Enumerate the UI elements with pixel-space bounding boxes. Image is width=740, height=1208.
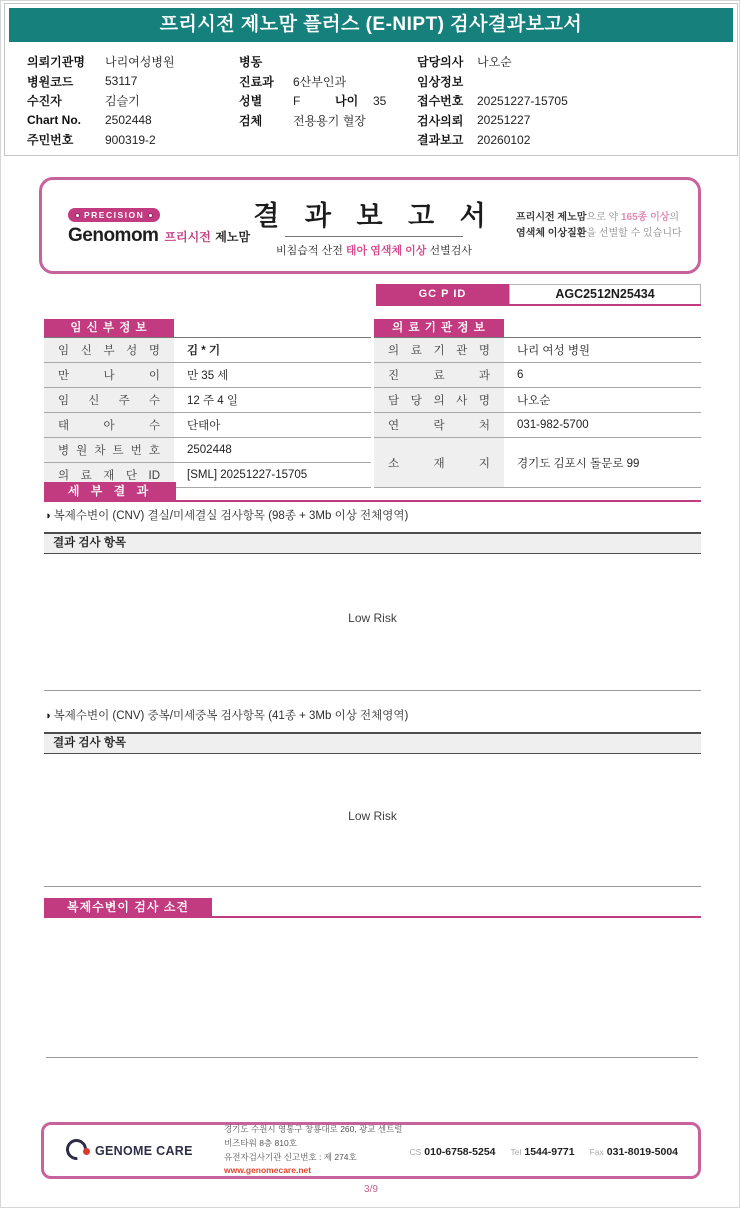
field-label: Chart No.: [27, 113, 81, 128]
gcpid-row: [376, 284, 701, 306]
row-label: 병 원 차 트 번 호: [58, 445, 160, 457]
report-title-block: [232, 194, 516, 258]
genomecare-logo-text: GENOME CARE: [95, 1143, 193, 1158]
row-value: 경기도 김포시 돌문로 99: [517, 457, 640, 470]
table-row: [374, 338, 701, 363]
row-label: 연 락 처: [388, 420, 490, 432]
row-value: 만 35 세: [187, 370, 229, 382]
title-underline: [285, 236, 463, 237]
row-value: 2502448: [187, 444, 232, 456]
row-label: 임 신 부 성 명: [58, 345, 160, 357]
brand-name-en: Genomom: [68, 224, 159, 246]
report-main-title: 프리시전 제노맘 플러스 (E-NIPT) 검사결과보고서: [9, 8, 733, 42]
genomecare-logo: [66, 1139, 224, 1162]
field-value: 6산부인과: [293, 74, 347, 89]
field-label: 의뢰기관명: [27, 55, 85, 70]
field-value: 2502448: [105, 113, 152, 128]
table-row: [44, 338, 371, 363]
cnv-deletion-item-title: [44, 507, 408, 523]
result-table-header: 결과 검사 항목: [44, 532, 701, 554]
gcpid-label: GC P ID: [376, 284, 509, 304]
field-value: 20251227-15705: [477, 93, 568, 108]
promo-highlight: 165종 이상: [620, 212, 670, 223]
detail-results-header: [44, 482, 701, 502]
field-value: 나오순: [477, 55, 512, 70]
item-title-text: 복제수변이 (CNV) 중복/미세중복 검사항목 (41종 + 3Mb 이상 전체영역): [53, 710, 409, 722]
footer-address: [224, 1123, 409, 1177]
info-column-2: [239, 52, 417, 150]
report-header-box: [39, 177, 701, 274]
subtitle-prefix: 비침습적 산전: [276, 244, 346, 257]
table-row: [44, 363, 371, 388]
precision-badge-label: PRECISION: [84, 210, 145, 220]
footer-contacts: [409, 1142, 678, 1160]
field-label: 나이: [335, 94, 359, 109]
row-label: 진 료 과: [388, 370, 490, 382]
info-column-3: [417, 52, 737, 150]
fax-label: Fax: [589, 1146, 604, 1157]
detail-results-label: 세 부 결 과: [44, 482, 176, 500]
field-value: 20260102: [477, 132, 531, 147]
field-value: 김슬기: [105, 94, 140, 109]
field-value: 900319-2: [105, 132, 156, 147]
row-value: 나오순: [517, 395, 551, 407]
field-label: 수진자: [27, 94, 62, 109]
patient-info-grid: [5, 42, 737, 150]
field-label: 결과보고: [417, 133, 464, 148]
row-label: 담 당 의 사 명: [388, 395, 490, 407]
section-divider: [44, 690, 701, 691]
brand-name-kr2: 제노맘: [215, 229, 251, 244]
half-circle-bullet-icon: ◑: [44, 510, 51, 522]
tel-label: Tel: [510, 1146, 522, 1157]
row-value: [SML] 20251227-15705: [187, 469, 308, 481]
field-label: 성별: [239, 94, 263, 109]
registration-line: 유전자검사기관 신고번호 : 제 274호: [224, 1151, 357, 1162]
field-label: 임상정보: [417, 74, 464, 89]
cs-value: 010-6758-5254: [424, 1145, 496, 1158]
cnv-duplication-item-title: [44, 707, 408, 723]
section-divider: [44, 886, 701, 887]
field-value: 나리여성병원: [105, 55, 175, 70]
mother-info-title: 임 신 부 정 보: [44, 319, 174, 337]
table-row: [374, 363, 701, 388]
row-value: 6: [517, 369, 524, 381]
genomecare-logo-icon: [66, 1139, 89, 1162]
field-value: 35: [373, 93, 387, 108]
info-column-1: [27, 52, 239, 150]
table-row: [44, 438, 371, 463]
field-label: 접수번호: [417, 94, 464, 109]
cs-label: CS: [409, 1146, 422, 1157]
report-title: 결 과 보 고 서: [253, 200, 495, 231]
item-title-text: 복제수변이 (CNV) 결실/미세결실 검사항목 (98종 + 3Mb 이상 전체영역): [53, 510, 409, 522]
row-value: 나리 여성 병원: [517, 345, 591, 357]
field-label: 병동: [239, 55, 263, 70]
gcpid-value: AGC2512N25434: [509, 284, 701, 304]
promo-end: 의: [669, 212, 680, 223]
report-subtitle: [232, 242, 516, 258]
mother-info-table: [44, 319, 371, 488]
cnv-findings-label: 복제수변이 검사 소견: [44, 898, 212, 916]
field-value: 전용용기 혈장: [293, 113, 366, 128]
badge-dot-icon: [75, 213, 80, 218]
promo-mid: 으로 약: [586, 212, 621, 223]
page-number: 3/9: [364, 1184, 378, 1195]
table-row: [44, 413, 371, 438]
row-label: 임 신 주 수: [58, 395, 160, 407]
brand-name-kr1: 프리시전: [164, 229, 211, 244]
field-label: 담당의사: [417, 55, 464, 70]
row-label: 만 나 이: [58, 370, 160, 382]
promo-bold: 프리시전 제노맘: [516, 212, 587, 223]
subtitle-highlight: 태아 염색체 이상: [345, 244, 427, 257]
field-label: 검체: [239, 113, 263, 128]
promo-bold: 염색체 이상질환: [516, 227, 587, 239]
tel-contact: [511, 1142, 575, 1160]
fax-value: 031-8019-5004: [606, 1145, 678, 1158]
hospital-info-table: [374, 319, 701, 488]
cs-contact: [409, 1142, 495, 1160]
table-row: [374, 388, 701, 413]
precision-badge: [68, 208, 160, 222]
row-label: 태 아 수: [58, 420, 160, 432]
promo-text: [516, 210, 698, 241]
table-row: [374, 413, 701, 438]
footer-box: [41, 1122, 701, 1179]
field-label: 진료과: [239, 74, 274, 89]
bottom-divider: [46, 1057, 698, 1058]
website-link[interactable]: www.genomecare.net: [224, 1165, 312, 1176]
result-table-header: 결과 검사 항목: [44, 732, 701, 754]
field-value: F: [293, 93, 301, 108]
row-value: 031-982-5700: [517, 419, 589, 431]
table-row: [44, 388, 371, 413]
result-value: Low Risk: [348, 611, 397, 625]
promo-end: 을 선별할 수 있습니다: [586, 227, 682, 239]
field-label: 주민번호: [27, 133, 74, 148]
genomom-logo: [42, 205, 251, 247]
row-label: 의 료 기 관 명: [388, 345, 490, 357]
cnv-findings-header: [44, 898, 701, 918]
field-label: 병원코드: [27, 74, 74, 89]
field-value: 20251227: [477, 113, 531, 128]
table-row: [374, 438, 701, 488]
row-value: 김 * 기: [187, 345, 221, 357]
field-value: 53117: [105, 74, 138, 89]
address-line: 경기도 수원시 영통구 창룡대로 260, 광교 센트럴비즈타워 8층 810호: [224, 1124, 403, 1148]
half-circle-bullet-icon: ◑: [44, 710, 51, 722]
tel-value: 1544-9771: [524, 1145, 575, 1158]
field-label: 검사의뢰: [417, 113, 464, 128]
badge-dot-icon: [148, 213, 153, 218]
hospital-info-title: 의 료 기 관 정 보: [374, 319, 504, 337]
row-value: 12 주 4 일: [187, 395, 238, 407]
top-header-section: [4, 3, 738, 156]
result-value: Low Risk: [348, 809, 397, 823]
row-value: 단태아: [187, 420, 221, 432]
fax-contact: [590, 1142, 678, 1160]
row-label: 소 재 지: [388, 457, 490, 470]
row-label: 의 료 재 단 ID: [58, 470, 160, 482]
subtitle-suffix: 선별검사: [426, 244, 472, 257]
